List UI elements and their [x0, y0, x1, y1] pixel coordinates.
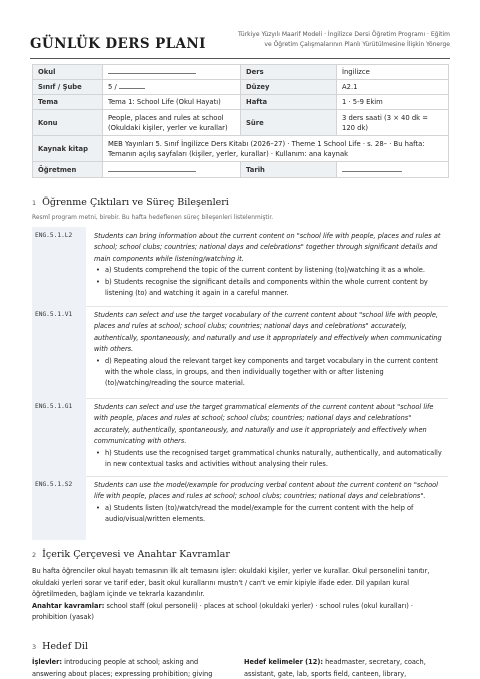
- vocabulary-label: Hedef kelimeler (12):: [244, 658, 324, 666]
- ogretmen-blank-line: [108, 165, 196, 172]
- hafta-label: Hafta: [241, 95, 337, 110]
- ders-value: İngilizce: [337, 65, 449, 80]
- vocabulary-column: [244, 657, 444, 679]
- section-3-number: 3: [32, 643, 37, 651]
- outcome-content: [94, 480, 448, 526]
- functions-text: introducing people at school; asking and answering about places; expressing prohibition; giving: [32, 658, 213, 678]
- key-concepts: [32, 601, 448, 624]
- functions-column: [32, 657, 232, 679]
- outcome-code: ENG.5.1.V1: [32, 306, 86, 398]
- duzey-value: A2.1: [337, 80, 449, 95]
- document-title: GÜNLÜK DERS PLANI: [30, 36, 206, 52]
- sure-label: Süre: [241, 110, 337, 136]
- duzey-label: Düzey: [241, 80, 337, 95]
- tema-value: Tema 1: School Life (Okul Hayatı): [103, 95, 241, 110]
- tema-label: Tema: [33, 95, 103, 110]
- section-3-heading: [32, 641, 88, 652]
- tarih-field[interactable]: [337, 162, 449, 178]
- section-1-heading: [32, 197, 229, 208]
- section-1-number: 1: [32, 199, 37, 207]
- ogretmen-label: Öğretmen: [33, 162, 103, 178]
- header-rule: [30, 58, 450, 59]
- outcome-text: Students can select and use the target vocabulary of the current content about "school life with people, places and rules at school; school clubs; countries; national days and celebrations" accurately, authentically, spontaneously, and naturally and use it appropriately and effectively when communicating with others.: [94, 311, 442, 354]
- section-3-title: Hedef Dil: [42, 641, 88, 652]
- sinif-field[interactable]: [103, 80, 241, 95]
- subtitle-line-1: Türkiye Yüzyılı Maarif Modeli · İngilizce Dersi Öğretim Programı · Eğitim: [238, 31, 450, 38]
- section-2-number: 2: [32, 551, 37, 559]
- outcome-block: [32, 227, 448, 306]
- subtitle-line-2: ve Öğretim Çalışmalarının Planlı Yürütülmesine İlişkin Yönerge: [264, 40, 450, 48]
- okul-field[interactable]: [103, 65, 241, 80]
- section-1-title: Öğrenme Çıktıları ve Süreç Bileşenleri: [42, 197, 229, 208]
- outcome-code: ENG.5.1.L2: [32, 227, 86, 306]
- outcome-block: [32, 306, 448, 398]
- outcome-item: • b) Students recognise the significant details and components within the whole current content by listening (to) and watching it again in a careful manner.: [94, 277, 448, 300]
- section-2-title: İçerik Çerçevesi ve Anahtar Kavramlar: [42, 549, 230, 560]
- outcome-text: Students can select and use the target grammatical elements of the current content about "school life with people, places and rules at school; school clubs; countries; national days and celebrations" accurately, authentically, spontaneously, and naturally and use it appropriately and effectively when communicating with others.: [94, 403, 434, 446]
- okul-label: Okul: [33, 65, 103, 80]
- kaynak-value: MEB Yayınları 5. Sınıf İngilizce Ders Kitabı (2026–27) · Theme 1 School Life · s. 28– · Bu hafta: Temanın açılış sayfaları (kişiler, yerler, kurallar) · Kullanım: ana kaynak: [103, 136, 449, 162]
- section-1-note: Resmî program metni, birebir. Bu hafta hedeflenen süreç bileşenleri listelenmiştir.: [32, 215, 274, 221]
- outcome-content: [94, 310, 448, 390]
- konu-value: People, places and rules at school (Okuldaki kişiler, yerler ve kurallar): [103, 110, 241, 136]
- page-header: [30, 28, 450, 58]
- functions-label: İşlevler:: [32, 658, 63, 666]
- key-concepts-label: Anahtar kavramlar:: [32, 601, 105, 610]
- document-subtitle: [230, 30, 450, 49]
- outcome-text: Students can use the model/example for producing verbal content about the current content on "school life with people, places and rules at school; school clubs; countries; national days and celebrations".: [94, 481, 439, 501]
- kaynak-label: Kaynak kitap: [33, 136, 103, 162]
- outcome-block: [32, 398, 448, 476]
- outcome-block: [32, 476, 448, 540]
- ogretmen-field[interactable]: [103, 162, 241, 178]
- sinif-label: Sınıf / Şube: [33, 80, 103, 95]
- konu-label: Konu: [33, 110, 103, 136]
- sinif-value: 5 /: [108, 83, 117, 91]
- outcome-item: • d) Repeating aloud the relevant target key components and target vocabulary in the current content with the whole class, in groups, and then individually together with or after listening (to)/watching/reading the source material.: [94, 356, 448, 390]
- outcome-code: ENG.5.1.G1: [32, 398, 86, 476]
- key-concepts-text: school staff (okul personeli) · places at school (okuldaki yerler) · school rules (okul kuralları) · prohibition (yasak): [32, 601, 413, 621]
- ders-label: Ders: [241, 65, 337, 80]
- section-2-heading: [32, 549, 230, 560]
- outcome-item: • h) Students use the recognised target grammatical chunks naturally, authentically, and automatically in new contextual tasks and activities without analysing their rules.: [94, 448, 448, 471]
- sure-value: 3 ders saati (3 × 40 dk = 120 dk): [337, 110, 449, 136]
- section-2-body: [32, 566, 448, 624]
- tarih-label: Tarih: [241, 162, 337, 178]
- outcome-content: [94, 402, 448, 470]
- lesson-info-table: [32, 64, 449, 178]
- outcome-content: [94, 231, 448, 299]
- tarih-blank-line: [342, 165, 402, 172]
- sube-blank-line: [119, 82, 145, 89]
- hafta-value: 1 · 5-9 Ekim: [337, 95, 449, 110]
- okul-blank-line: [108, 67, 196, 74]
- outcome-item: • a) Students listen (to)/watch/read the model/example for the current content with the help of audio/visual/written elements.: [94, 503, 448, 526]
- outcome-code: ENG.5.1.S2: [32, 476, 86, 540]
- outcome-item: • a) Students comprehend the topic of the current content by listening (to)/watching it as a whole.: [94, 265, 448, 276]
- vocabulary-text: headmaster, secretary, coach, assistant, gate, lab, sports field, canteen, library,: [244, 658, 426, 678]
- section-2-paragraph: Bu hafta öğrenciler okul hayatı temasının ilk alt temasını işler: okuldaki kişiler, yerler ve kurallar. Okul personelini tanıtır, okuldaki yerleri sorar ve tarif eder, basit okul kurallarını mustn't / can't ve emir kipiyle ifade eder. Dil yapıları kural öğretilmeden, bağlam içinde ve tekrarla kazandırılır.: [32, 567, 430, 598]
- outcome-text: Students can bring information about the current content on "school life with people, places and rules at school; school clubs; countries; national days and celebrations" together through significant details and main components while listening/watching it.: [94, 232, 441, 263]
